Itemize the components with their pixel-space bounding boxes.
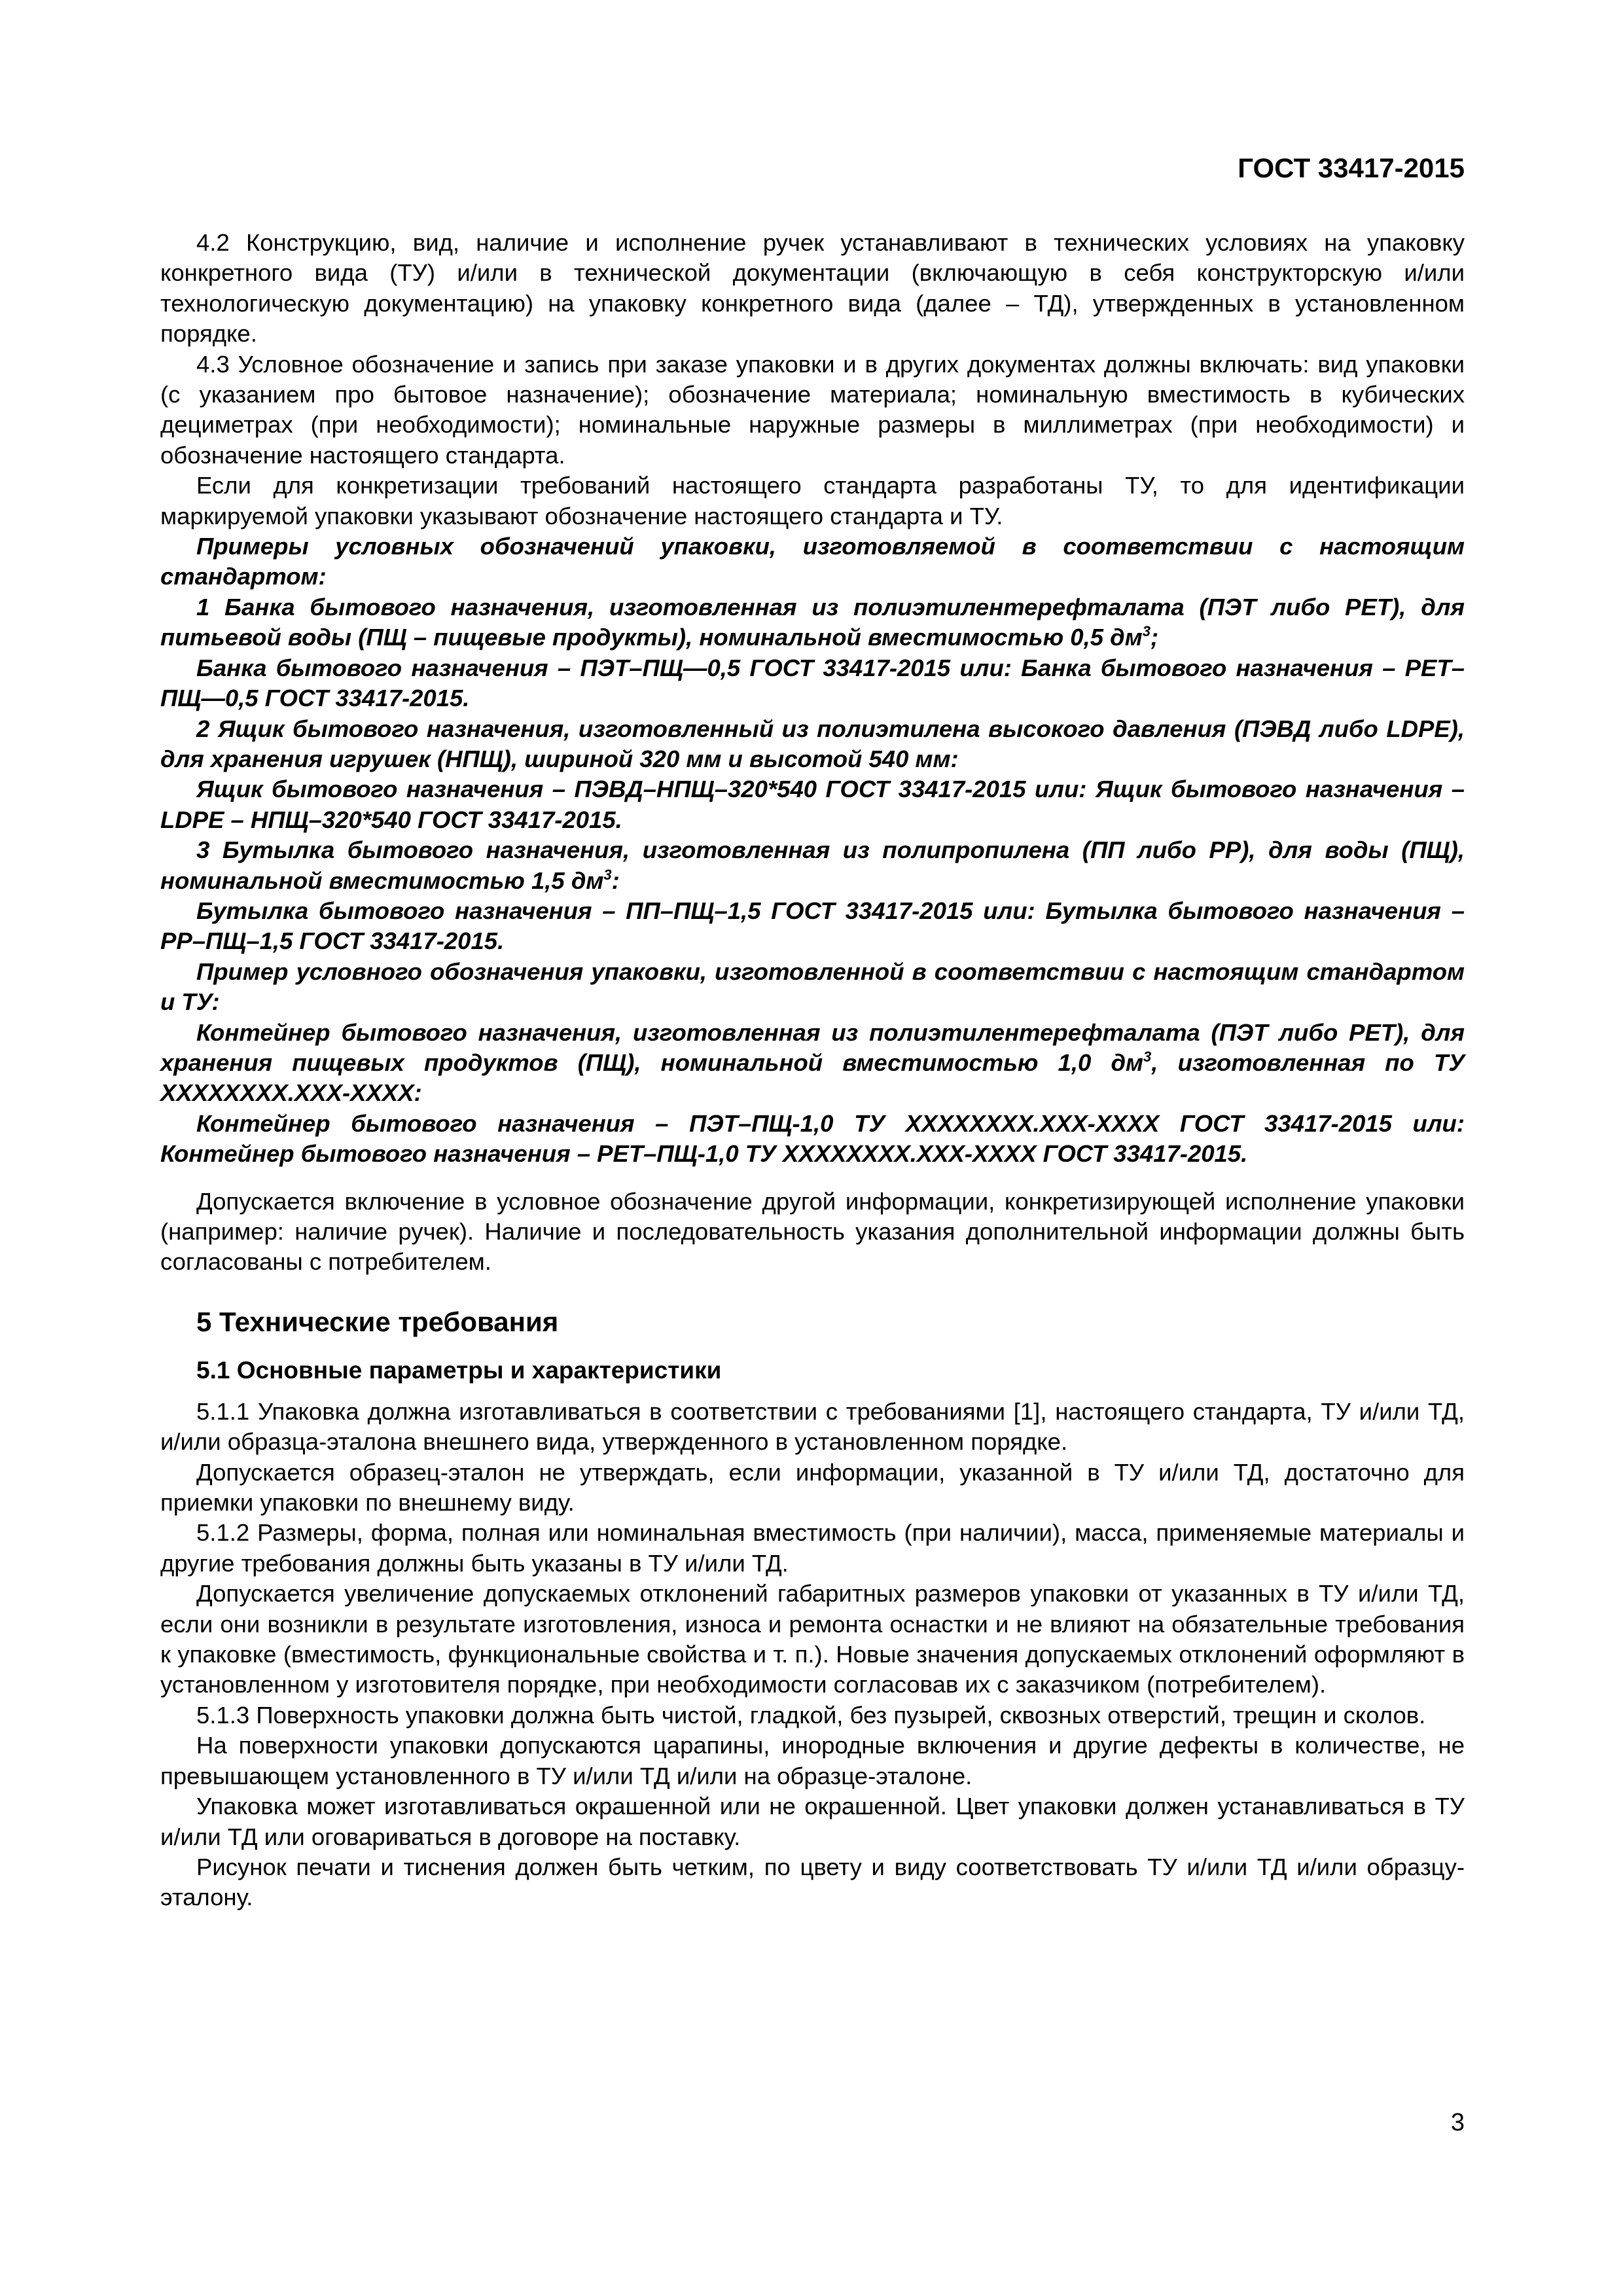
paragraph-5-1-3-d: Рисунок печати и тиснения должен быть четким, по цвету и виду соответствовать ТУ и/или ТД и/или образцу-эталону. xyxy=(160,1853,1465,1911)
paragraph-5-1-2: 5.1.2 Размеры, форма, полная или номинальная вместимость (при наличии), масса, применяемые материалы и другие требования должны быть указаны в ТУ и/или ТД. xyxy=(160,1519,1465,1577)
paragraph-5-1-3: 5.1.3 Поверхность упаковки должна быть чистой, гладкой, без пузырей, сквозных отверстий, трещин и сколов. xyxy=(196,1701,1426,1729)
paragraph-5-1-1: 5.1.1 Упаковка должна изготавливаться в соответствии с требованиями [1], настоящего стандарта, ТУ и/или ТД, и/или образца-эталона внешнего вида, утвержденного в установленном порядке. xyxy=(160,1397,1465,1456)
page-number: 3 xyxy=(1450,2109,1465,2136)
example-tu-superscript: 3 xyxy=(1143,1048,1152,1065)
paragraph-5-1-3-c: Упаковка может изготавливаться окрашенной или не окрашенной. Цвет упаковки должен устанавливаться в ТУ и/или ТД или оговариваться в договоре на поставку. xyxy=(160,1793,1465,1850)
paragraph-additional-info: Допускается включение в условное обозначение другой информации, конкретизирующей исполнение упаковки (например: наличие ручек). Наличие и последовательность указания дополнительной информации должны быть согласованы с потребителем. xyxy=(160,1187,1465,1276)
example-tu xyxy=(160,1018,1465,1109)
example-1 xyxy=(160,592,1465,653)
example-2: 2 Ящик бытового назначения, изготовленный из полиэтилена высокого давления (ПЭВД либо LDPE), для хранения игрушек (НПЩ), шириной 320 мм и высотой 540 мм: xyxy=(160,715,1465,772)
example-3-superscript: 3 xyxy=(603,866,612,883)
example-tu-end: , изготовленная по ТУ ХХХХХХХХ.ХХХ-ХХХХ: xyxy=(160,1049,1465,1107)
paragraph-5-1-2-b: Допускается увеличение допускаемых отклонений габаритных размеров упаковки от указанных в ТУ и/или ТД, если они возникли в результате изготовления, износа и ремонта оснастки и не влияют на обязательные требования к упаковке (вместимость, функциональные свойства и т. п.). Новые значения допускаемых отклонений оформляют в установленном у изготовителя порядке, при необходимости согласовав их с заказчиком (потребителем). xyxy=(160,1580,1465,1698)
example-1-superscript: 3 xyxy=(1142,623,1150,640)
example-tu-intro: Пример условного обозначения упаковки, изготовленной в соответствии с настоящим стандартом и ТУ: xyxy=(160,958,1465,1016)
example-tu-text: Контейнер бытового назначения, изготовленная из полиэтилентерефталата (ПЭТ либо РЕТ), для хранения пищевых продуктов (ПЩ), номинальной вместимостью 1,0 дм xyxy=(160,1018,1465,1076)
example-3-designation: Бутылка бытового назначения – ПП–ПЩ–1,5 ГОСТ 33417-2015 или: Бутылка бытового назначения – PP–ПЩ–1,5 ГОСТ 33417-2015. xyxy=(160,897,1465,955)
example-3-text: 3 Бутылка бытового назначения, изготовленная из полипропилена (ПП либо PP), для воды (ПЩ), номинальной вместимостью 1,5 дм xyxy=(160,836,1465,894)
example-1-designation: Банка бытового назначения – ПЭТ–ПЩ—0,5 ГОСТ 33417-2015 или: Банка бытового назначения – РЕТ–ПЩ—0,5 ГОСТ 33417-2015. xyxy=(160,654,1465,712)
section-5-title: 5 Технические требования xyxy=(196,1306,559,1337)
example-tu-designation: Контейнер бытового назначения – ПЭТ–ПЩ-1,0 ТУ ХХХХХХХХ.ХХХ-ХХХХ ГОСТ 33417-2015 или: Контейнер бытового назначения – PET–ПЩ-1,0 ТУ ХХХХХХХХ.ХХХ-ХХХХ ГОСТ 33417-2015. xyxy=(160,1109,1465,1168)
paragraph-5-1-3-b: На поверхности упаковки допускаются царапины, инородные включения и другие дефекты в количестве, не превышающем установленного в ТУ и/или ТД и/или на образце-эталоне. xyxy=(160,1732,1465,1789)
paragraph-4-2: 4.2 Конструкцию, вид, наличие и исполнение ручек устанавливают в технических условиях на упаковку конкретного вида (ТУ) и/или в технической документации (включающую в себя конструкторскую и/или технологическую документацию) на упаковку конкретного вида (далее – ТД), утвержденных в установленном порядке. xyxy=(160,229,1465,348)
page-body xyxy=(160,228,1465,1913)
example-3-end: : xyxy=(611,867,620,894)
examples-intro: Примеры условных обозначений упаковки, изготовляемой в соответствии с настоящим стандартом: xyxy=(160,533,1465,590)
document-code: ГОСТ 33417-2015 xyxy=(1238,152,1465,183)
example-3 xyxy=(160,835,1465,896)
paragraph-tu-identification: Если для конкретизации требований настоящего стандарта разработаны ТУ, то для идентификации маркируемой упаковки указывают обозначение настоящего стандарта и ТУ. xyxy=(160,472,1465,529)
example-1-text: 1 Банка бытового назначения, изготовленная из полиэтилентерефталата (ПЭТ либо PET), для питьевой воды (ПЩ – пищевые продукты), номинальной вместимостью 0,5 дм xyxy=(160,593,1465,651)
paragraph-4-3: 4.3 Условное обозначение и запись при заказе упаковки и в других документах должны включать: вид упаковки (с указанием про бытовое назначение); обозначение материала; номинальную вместимость в кубических дециметрах (при необходимости); номинальные наружные размеры в миллиметрах (при необходимости) и обозначение настоящего стандарта. xyxy=(160,350,1465,469)
subsection-5-1-title: 5.1 Основные параметры и характеристики xyxy=(196,1356,722,1384)
example-1-end: ; xyxy=(1150,624,1159,651)
paragraph-5-1-1-b: Допускается образец-эталон не утверждать, если информации, указанной в ТУ и/или ТД, достаточно для приемки упаковки по внешнему виду. xyxy=(160,1458,1465,1516)
example-2-designation: Ящик бытового назначения – ПЭВД–НПЩ–320*540 ГОСТ 33417-2015 или: Ящик бытового назначения – LDPE – НПЩ–320*540 ГОСТ 33417-2015. xyxy=(160,776,1465,833)
